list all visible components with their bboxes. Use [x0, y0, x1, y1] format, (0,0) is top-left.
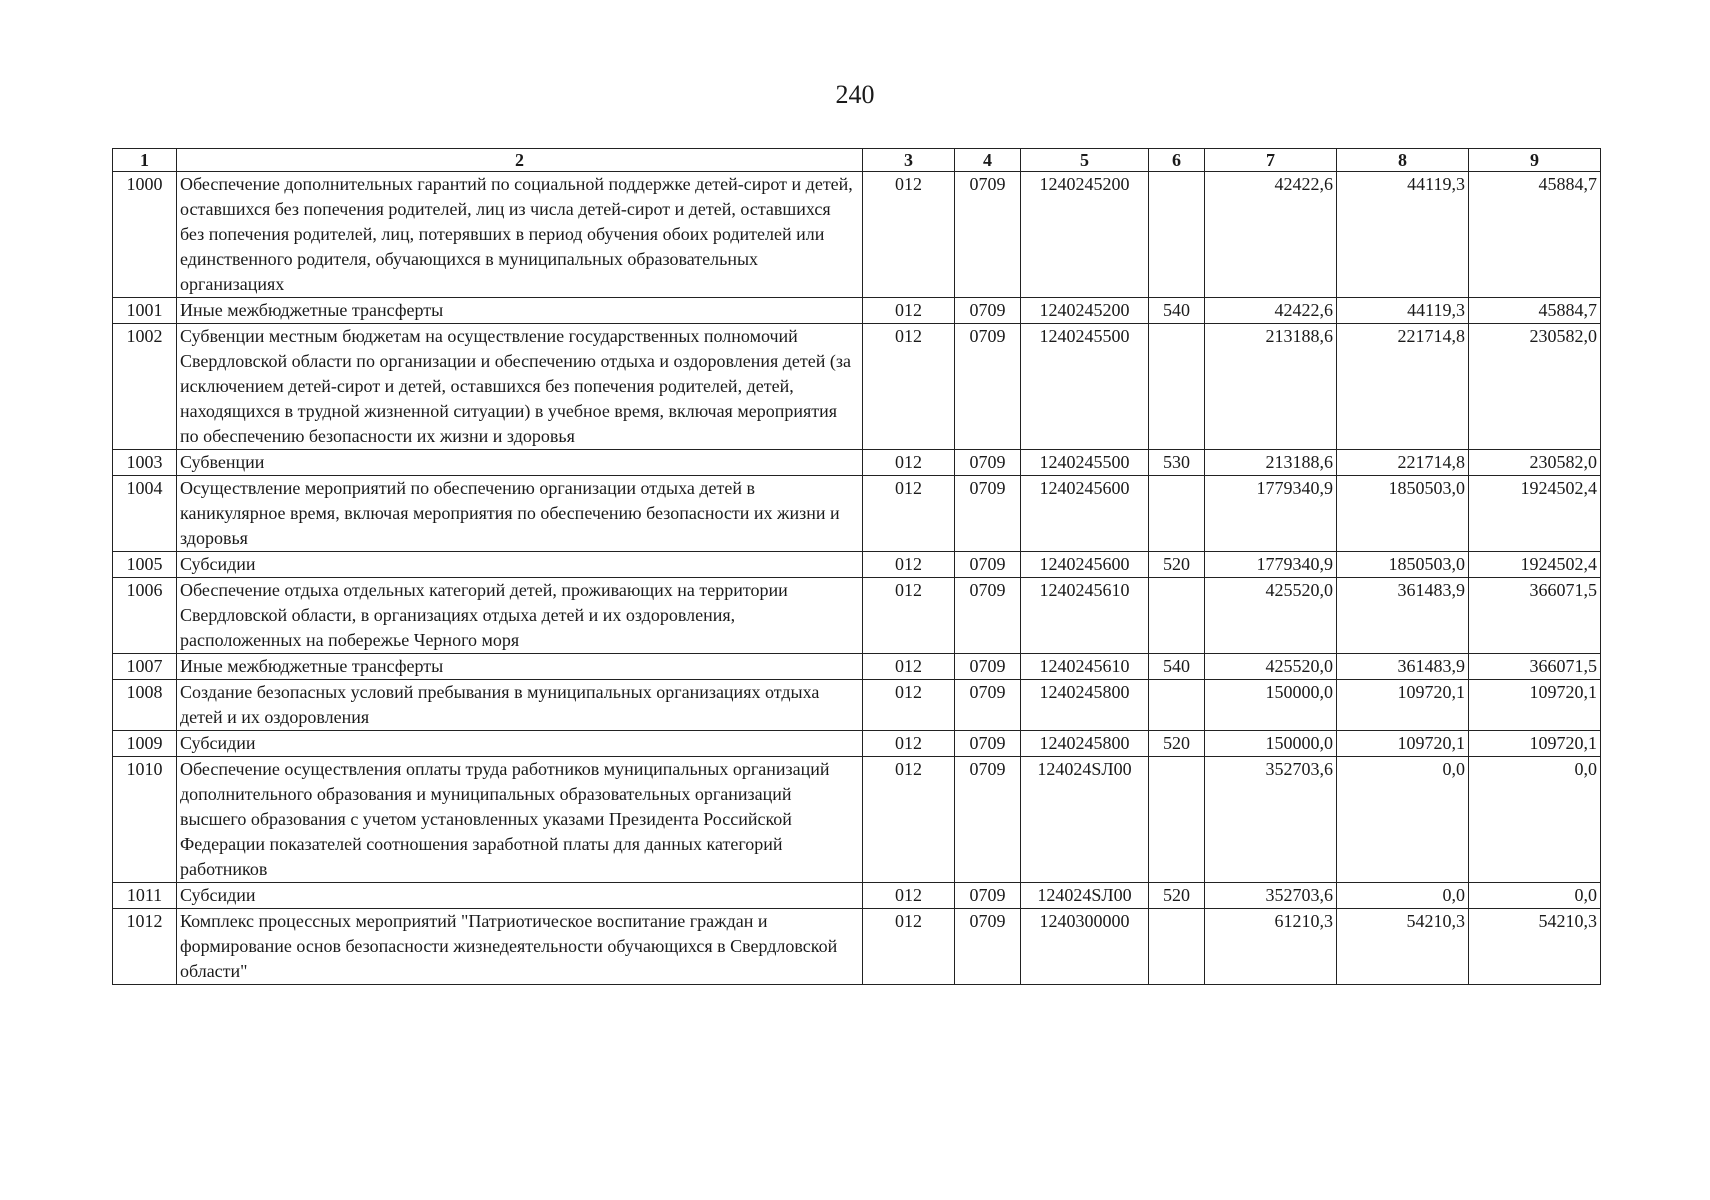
section-code: 0709	[955, 883, 1021, 909]
column-header: 4	[955, 149, 1021, 172]
ministry-code: 012	[863, 731, 955, 757]
expense-type-code	[1149, 757, 1205, 883]
column-header: 1	[113, 149, 177, 172]
target-article-code: 1240245610	[1021, 654, 1149, 680]
target-article-code: 1240245610	[1021, 578, 1149, 654]
section-code: 0709	[955, 680, 1021, 731]
amount-col8: 361483,9	[1337, 654, 1469, 680]
budget-table	[112, 148, 1601, 985]
amount-col8: 1850503,0	[1337, 476, 1469, 552]
expense-type-code	[1149, 909, 1205, 985]
target-article-code: 1240245600	[1021, 476, 1149, 552]
expense-type-code	[1149, 680, 1205, 731]
row-name: Субсидии	[177, 883, 863, 909]
ministry-code: 012	[863, 757, 955, 883]
amount-col7: 42422,6	[1205, 298, 1337, 324]
column-header: 2	[177, 149, 863, 172]
row-number: 1012	[113, 909, 177, 985]
row-number: 1002	[113, 324, 177, 450]
amount-col9: 109720,1	[1469, 731, 1601, 757]
row-name: Обеспечение дополнительных гарантий по социальной поддержке детей-сирот и детей, оставшихся без попечения родителей, лиц из числа детей-сирот и детей, оставшихся без попечения родителей, лиц, потерявших в период обучения обоих родителей или единственного родителя, обучающихся в муниципальных образовательных организациях	[177, 172, 863, 298]
amount-col8: 44119,3	[1337, 298, 1469, 324]
row-number: 1001	[113, 298, 177, 324]
section-code: 0709	[955, 450, 1021, 476]
amount-col7: 1779340,9	[1205, 476, 1337, 552]
amount-col8: 0,0	[1337, 883, 1469, 909]
table-row	[113, 324, 1601, 450]
amount-col8: 361483,9	[1337, 578, 1469, 654]
row-number: 1010	[113, 757, 177, 883]
target-article-code: 1240245200	[1021, 298, 1149, 324]
row-name: Субвенции местным бюджетам на осуществление государственных полномочий Свердловской области по организации и обеспечению отдыха и оздоровления детей (за исключением детей-сирот и детей, оставшихся без попечения родителей, детей, находящихся в трудной жизненной ситуации) в учебное время, включая мероприятия по обеспечению безопасности их жизни и здоровья	[177, 324, 863, 450]
amount-col8: 1850503,0	[1337, 552, 1469, 578]
column-header: 9	[1469, 149, 1601, 172]
column-header: 5	[1021, 149, 1149, 172]
ministry-code: 012	[863, 680, 955, 731]
amount-col9: 230582,0	[1469, 450, 1601, 476]
amount-col9: 366071,5	[1469, 654, 1601, 680]
expense-type-code	[1149, 172, 1205, 298]
section-code: 0709	[955, 324, 1021, 450]
section-code: 0709	[955, 172, 1021, 298]
row-number: 1000	[113, 172, 177, 298]
table-row	[113, 476, 1601, 552]
target-article-code: 1240245200	[1021, 172, 1149, 298]
row-name: Обеспечение отдыха отдельных категорий детей, проживающих на территории Свердловской области, в организациях отдыха детей и их оздоровления, расположенных на побережье Черного моря	[177, 578, 863, 654]
row-number: 1005	[113, 552, 177, 578]
ministry-code: 012	[863, 654, 955, 680]
expense-type-code: 520	[1149, 731, 1205, 757]
target-article-code: 1240245800	[1021, 680, 1149, 731]
table-header-row	[113, 149, 1601, 172]
amount-col7: 352703,6	[1205, 757, 1337, 883]
amount-col8: 109720,1	[1337, 731, 1469, 757]
amount-col9: 366071,5	[1469, 578, 1601, 654]
amount-col9: 1924502,4	[1469, 552, 1601, 578]
section-code: 0709	[955, 578, 1021, 654]
table-row	[113, 578, 1601, 654]
row-name: Субсидии	[177, 552, 863, 578]
row-number: 1003	[113, 450, 177, 476]
section-code: 0709	[955, 731, 1021, 757]
ministry-code: 012	[863, 450, 955, 476]
amount-col9: 54210,3	[1469, 909, 1601, 985]
amount-col7: 213188,6	[1205, 450, 1337, 476]
expense-type-code	[1149, 324, 1205, 450]
row-name: Иные межбюджетные трансферты	[177, 654, 863, 680]
amount-col9: 45884,7	[1469, 298, 1601, 324]
target-article-code: 124024SЛ00	[1021, 883, 1149, 909]
expense-type-code: 540	[1149, 654, 1205, 680]
amount-col7: 1779340,9	[1205, 552, 1337, 578]
expense-type-code: 530	[1149, 450, 1205, 476]
table-row	[113, 757, 1601, 883]
row-name: Субвенции	[177, 450, 863, 476]
amount-col8: 44119,3	[1337, 172, 1469, 298]
expense-type-code: 540	[1149, 298, 1205, 324]
column-header: 6	[1149, 149, 1205, 172]
ministry-code: 012	[863, 552, 955, 578]
section-code: 0709	[955, 654, 1021, 680]
amount-col9: 45884,7	[1469, 172, 1601, 298]
section-code: 0709	[955, 298, 1021, 324]
table-body	[113, 172, 1601, 985]
page-number: 240	[835, 80, 875, 109]
target-article-code: 1240245500	[1021, 324, 1149, 450]
amount-col7: 425520,0	[1205, 578, 1337, 654]
amount-col7: 150000,0	[1205, 680, 1337, 731]
amount-col7: 42422,6	[1205, 172, 1337, 298]
row-number: 1007	[113, 654, 177, 680]
amount-col9: 109720,1	[1469, 680, 1601, 731]
table-row	[113, 172, 1601, 298]
amount-col8: 221714,8	[1337, 324, 1469, 450]
amount-col7: 352703,6	[1205, 883, 1337, 909]
ministry-code: 012	[863, 578, 955, 654]
row-name: Иные межбюджетные трансферты	[177, 298, 863, 324]
target-article-code: 1240245800	[1021, 731, 1149, 757]
row-name: Осуществление мероприятий по обеспечению организации отдыха детей в каникулярное время, включая мероприятия по обеспечению безопасности их жизни и здоровья	[177, 476, 863, 552]
expense-type-code	[1149, 578, 1205, 654]
table-row	[113, 298, 1601, 324]
table-row	[113, 552, 1601, 578]
row-name: Обеспечение осуществления оплаты труда работников муниципальных организаций дополнительного образования и муниципальных образовательных организаций высшего образования с учетом установленных указами Президента Российской Федерации показателей соотношения заработной платы для данных категорий работников	[177, 757, 863, 883]
table-row	[113, 654, 1601, 680]
target-article-code: 1240245600	[1021, 552, 1149, 578]
column-header: 8	[1337, 149, 1469, 172]
amount-col7: 213188,6	[1205, 324, 1337, 450]
amount-col7: 61210,3	[1205, 909, 1337, 985]
amount-col8: 221714,8	[1337, 450, 1469, 476]
expense-type-code	[1149, 476, 1205, 552]
target-article-code: 1240245500	[1021, 450, 1149, 476]
section-code: 0709	[955, 909, 1021, 985]
ministry-code: 012	[863, 298, 955, 324]
amount-col7: 425520,0	[1205, 654, 1337, 680]
column-header: 3	[863, 149, 955, 172]
section-code: 0709	[955, 552, 1021, 578]
row-number: 1004	[113, 476, 177, 552]
expense-type-code: 520	[1149, 883, 1205, 909]
amount-col8: 0,0	[1337, 757, 1469, 883]
ministry-code: 012	[863, 476, 955, 552]
section-code: 0709	[955, 476, 1021, 552]
row-number: 1006	[113, 578, 177, 654]
table-row	[113, 450, 1601, 476]
target-article-code: 1240300000	[1021, 909, 1149, 985]
ministry-code: 012	[863, 324, 955, 450]
table-row	[113, 909, 1601, 985]
row-number: 1011	[113, 883, 177, 909]
ministry-code: 012	[863, 909, 955, 985]
ministry-code: 012	[863, 172, 955, 298]
amount-col9: 230582,0	[1469, 324, 1601, 450]
section-code: 0709	[955, 757, 1021, 883]
table-row	[113, 883, 1601, 909]
ministry-code: 012	[863, 883, 955, 909]
amount-col9: 0,0	[1469, 883, 1601, 909]
expense-type-code: 520	[1149, 552, 1205, 578]
row-number: 1008	[113, 680, 177, 731]
table-row	[113, 680, 1601, 731]
amount-col9: 1924502,4	[1469, 476, 1601, 552]
row-name: Создание безопасных условий пребывания в муниципальных организациях отдыха детей и их оздоровления	[177, 680, 863, 731]
amount-col9: 0,0	[1469, 757, 1601, 883]
row-name: Комплекс процессных мероприятий "Патриотическое воспитание граждан и формирование основ безопасности жизнедеятельности обучающихся в Свердловской области"	[177, 909, 863, 985]
table-row	[113, 731, 1601, 757]
target-article-code: 124024SЛ00	[1021, 757, 1149, 883]
row-name: Субсидии	[177, 731, 863, 757]
amount-col8: 54210,3	[1337, 909, 1469, 985]
amount-col8: 109720,1	[1337, 680, 1469, 731]
row-number: 1009	[113, 731, 177, 757]
column-header: 7	[1205, 149, 1337, 172]
amount-col7: 150000,0	[1205, 731, 1337, 757]
